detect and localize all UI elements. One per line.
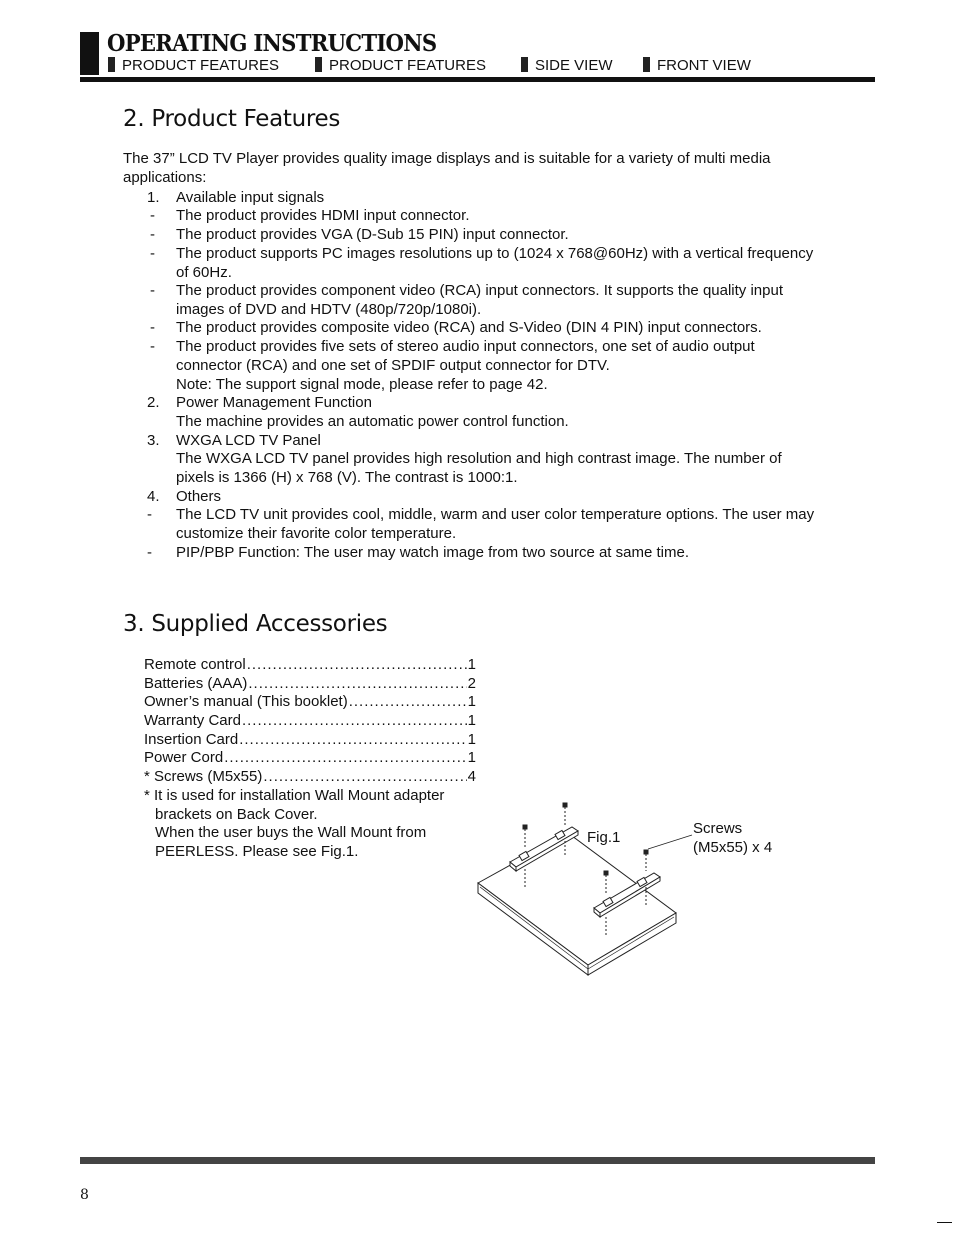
accessory-quantity: 1 <box>467 712 476 729</box>
nav-marker <box>643 57 650 72</box>
crop-mark <box>937 1222 952 1223</box>
accessory-name: Owner’s manual (This booklet) <box>144 693 348 710</box>
list-item: The product provides VGA (D-Sub 15 PIN) input connector. <box>176 226 569 243</box>
nav-label: FRONT VIEW <box>657 57 751 74</box>
supplied-accessories-heading: 3. Supplied Accessories <box>123 611 388 637</box>
accessory-quantity: 4 <box>467 768 476 785</box>
list-item: PIP/PBP Function: The user may watch image from two source at same time. <box>176 544 689 561</box>
leader-dots <box>242 712 467 731</box>
leader-dots <box>247 656 467 675</box>
accessory-name: Insertion Card <box>144 731 239 748</box>
accessory-name: * Screws (M5x55) <box>144 768 263 785</box>
accessory-row <box>144 693 476 712</box>
list-item: The LCD TV unit provides cool, middle, warm and user color temperature options. The user may customize their favorite color temperature. <box>176 506 815 542</box>
list-marker: 3. <box>147 432 160 449</box>
leader-dots <box>239 731 466 750</box>
header-marker <box>80 32 99 75</box>
page-header <box>80 30 875 82</box>
accessory-quantity: 1 <box>467 731 476 748</box>
accessory-name: Remote control <box>144 656 246 673</box>
list-note: Note: The support signal mode, please refer to page 42. <box>176 376 548 393</box>
list-item: The product provides component video (RCA) input connectors. It supports the quality input images of DVD and HDTV (480p/720p/1080i). <box>176 282 783 318</box>
list-item: Power Management Function <box>176 394 372 411</box>
product-features-heading: 2. Product Features <box>123 106 341 132</box>
list-marker: - <box>150 282 155 299</box>
list-marker: - <box>150 338 155 355</box>
list-marker: - <box>150 245 155 262</box>
header-title: OPERATING INSTRUCTIONS <box>107 30 437 57</box>
nav-marker <box>521 57 528 72</box>
list-marker: - <box>147 506 152 523</box>
nav-item-side-view <box>521 57 613 75</box>
accessory-name: Power Cord <box>144 749 224 766</box>
list-marker: - <box>147 544 152 561</box>
leader-dots <box>263 768 466 787</box>
leader-dots <box>349 693 467 712</box>
list-item: WXGA LCD TV Panel <box>176 432 321 449</box>
accessory-note-line: brackets on Back Cover. <box>155 806 318 823</box>
accessory-quantity: 2 <box>467 675 476 692</box>
wall-mount-figure <box>470 795 700 985</box>
list-item-detail: The WXGA LCD TV panel provides high resolution and high contrast image. The number of pixels is 1366 (H) x 768 (V). The contrast is 1000:1. <box>176 450 782 486</box>
accessory-quantity: 1 <box>467 656 476 673</box>
list-marker: - <box>150 226 155 243</box>
list-item: The product provides HDMI input connector. <box>176 207 470 224</box>
list-marker: 4. <box>147 488 160 505</box>
accessory-name: Warranty Card <box>144 712 241 729</box>
accessory-note-line: PEERLESS. Please see Fig.1. <box>155 843 359 860</box>
footer-rule <box>80 1157 875 1164</box>
header-rule <box>80 77 875 82</box>
list-item: The product supports PC images resolutions up to (1024 x 768@60Hz) with a vertical frequency of 60Hz. <box>176 245 814 281</box>
list-item: The product provides five sets of stereo audio input connectors, one set of audio output connector (RCA) and one set of SPDIF output connector for DTV. <box>176 338 755 374</box>
list-marker: - <box>150 207 155 224</box>
accessory-row <box>144 731 476 750</box>
accessory-note-line: * It is used for installation Wall Mount adapter <box>144 787 445 804</box>
list-marker: - <box>150 319 155 336</box>
accessory-row <box>144 768 476 787</box>
accessory-row <box>144 749 476 768</box>
accessory-row <box>144 656 476 675</box>
page-number: 8 <box>80 1187 89 1203</box>
nav-item-front-view <box>643 57 751 75</box>
list-item: Others <box>176 488 222 505</box>
leader-dots <box>224 749 466 768</box>
list-marker: 2. <box>147 394 160 411</box>
accessory-quantity: 1 <box>467 749 476 766</box>
nav-label: SIDE VIEW <box>535 57 613 74</box>
list-marker: 1. <box>147 189 160 206</box>
nav-marker <box>315 57 322 72</box>
screws-leader-line <box>648 835 692 849</box>
nav-label: PRODUCT FEATURES <box>122 57 279 74</box>
nav-item-product-features-2 <box>315 57 486 75</box>
accessory-quantity: 1 <box>467 693 476 710</box>
nav-item-product-features-1 <box>108 57 279 75</box>
leader-dots <box>248 675 466 694</box>
nav-label: PRODUCT FEATURES <box>329 57 486 74</box>
list-item-detail: The machine provides an automatic power control function. <box>176 413 569 430</box>
features-intro: The 37” LCD TV Player provides quality image displays and is suitable for a variety of multi media applications: <box>123 150 771 186</box>
accessory-name: Batteries (AAA) <box>144 675 248 692</box>
accessory-note-line: When the user buys the Wall Mount from <box>155 824 427 841</box>
accessory-row <box>144 675 476 694</box>
screws-label-line-2: (M5x55) x 4 <box>693 839 773 856</box>
list-item: The product provides composite video (RCA) and S-Video (DIN 4 PIN) input connectors. <box>176 319 762 336</box>
list-item: Available input signals <box>176 189 325 206</box>
nav-marker <box>108 57 115 72</box>
screws-label-line-1: Screws <box>693 820 743 837</box>
accessory-row <box>144 712 476 731</box>
figure-caption: Fig.1 <box>587 829 621 846</box>
